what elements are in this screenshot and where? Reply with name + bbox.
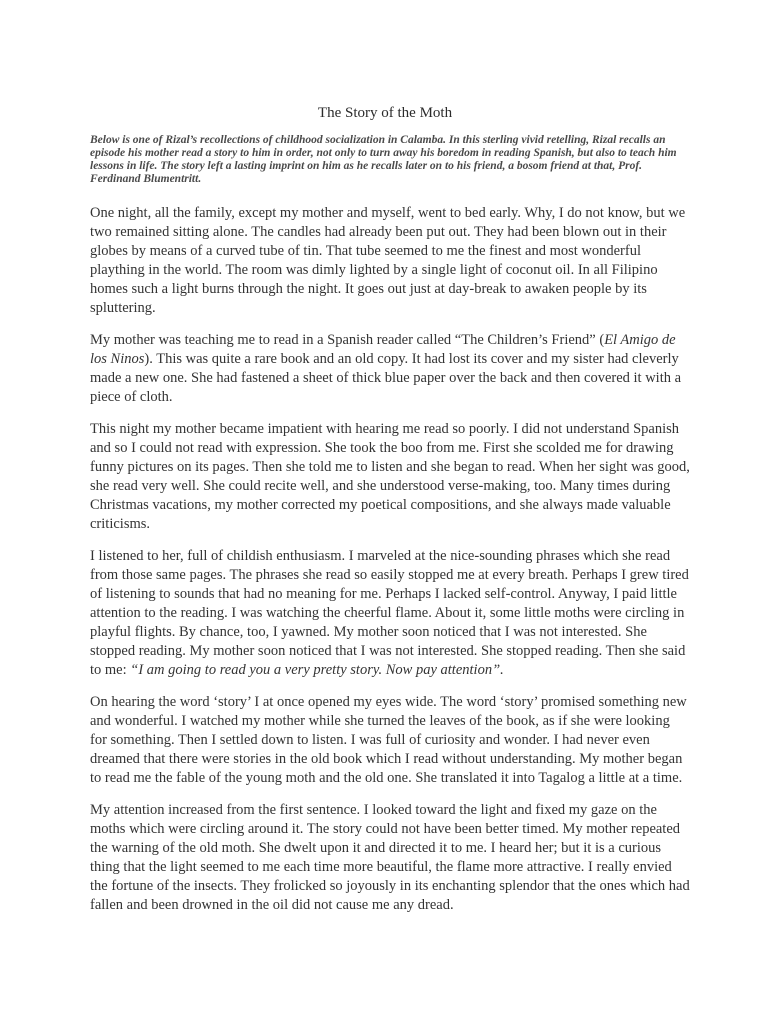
paragraph-1: One night, all the family, except my mother and myself, went to bed early. Why, I do not know, but we two remained sitting alone. The candles had already been put out. They had been blown out in their globes by means of a curved tube of tin. That tube seemed to me the finest and most wonderful plaything in the world. The room was dimly lighted by a single light of coconut oil. In all Filipino homes such a light burns through the night. It goes out just at day-break to awaken people by its spluttering. bbox=[90, 205, 686, 316]
book-title-italic: El Amigo de los Ninos bbox=[90, 332, 676, 367]
document-title: The Story of the Moth bbox=[317, 105, 453, 121]
paragraph-2-text-end: ). This was quite a rare book and an old copy. It had lost its cover and my sister had cleverly made a new one. She had fastened a sheet of thick blue paper over the back and then covered it with a piece of cloth. bbox=[90, 351, 682, 405]
paragraph-2-text-start: My mother was teaching me to read in a Spanish reader called “The Children’s Friend” ( bbox=[90, 332, 605, 348]
paragraph-6: My attention increased from the first sentence. I looked toward the light and fixed my gaze on the moths which were circling around it. The story could not have been better timed. My mother repeated the warning of the old moth. She dwelt upon it and directed it to me. I heard her; but it is a curious thing that the light seemed to me each time more beautiful, the flame more attractive. I really envied the fortune of the insects. They frolicked so joyously in its enchanting splendor that the ones which had fallen and been drowned in the oil did not cause me any dread. bbox=[90, 802, 690, 913]
paragraph-2 bbox=[90, 331, 690, 407]
mother-quote-italic: “I am going to read you a very pretty story. Now pay attention”. bbox=[130, 662, 504, 678]
paragraph-3: This night my mother became impatient with hearing me read so poorly. I did not understand Spanish and so I could not read with expression. She took the boo from me. First she scolded me for drawing funny pictures on its pages. Then she told me to listen and she began to read. When her sight was good, she read very well. She could recite well, and she understood verse-making, too. Many times during Christmas vacations, my mother corrected my poetical compositions, and she always made valuable criticisms. bbox=[90, 421, 690, 532]
paragraph-4 bbox=[90, 547, 690, 680]
document-body bbox=[90, 204, 690, 928]
paragraph-5: On hearing the word ‘story’ I at once opened my eyes wide. The word ‘story’ promised something new and wonderful. I watched my mother while she turned the leaves of the book, as if she were looking for something. Then I settled down to listen. I was full of curiosity and wonder. I had never even dreamed that there were stories in the old book which I read without understanding. My mother began to read me the fable of the young moth and the old one. She translated it into Tagalog a little at a time. bbox=[90, 694, 687, 786]
intro-paragraph: Below is one of Rizal’s recollections of childhood socialization in Calamba. In this sterling vivid retelling, Rizal recalls an episode his mother read a story to him in order, not only to turn away his boredom in reading Spanish, but also to teach him lessons in life. The story left a lasting imprint on him as he recalls later on to his friend, a bosom friend at that, Prof. Ferdinand Blumentritt. bbox=[90, 134, 677, 185]
paragraph-4-text: I listened to her, full of childish enthusiasm. I marveled at the nice-sounding phrases which she read from those same pages. The phrases she read so easily stopped me at every breath. Perhaps I grew tired of listening to sounds that had no meaning for me. Perhaps I lacked self-control. Anyway, I paid little attention to the reading. I was watching the cheerful flame. About it, some little moths were circling in playful flights. By chance, too, I yawned. My mother soon noticed that I was not interested. She stopped reading. My mother soon noticed that I was not interested. She stopped reading. Then she said to me: bbox=[90, 548, 689, 678]
